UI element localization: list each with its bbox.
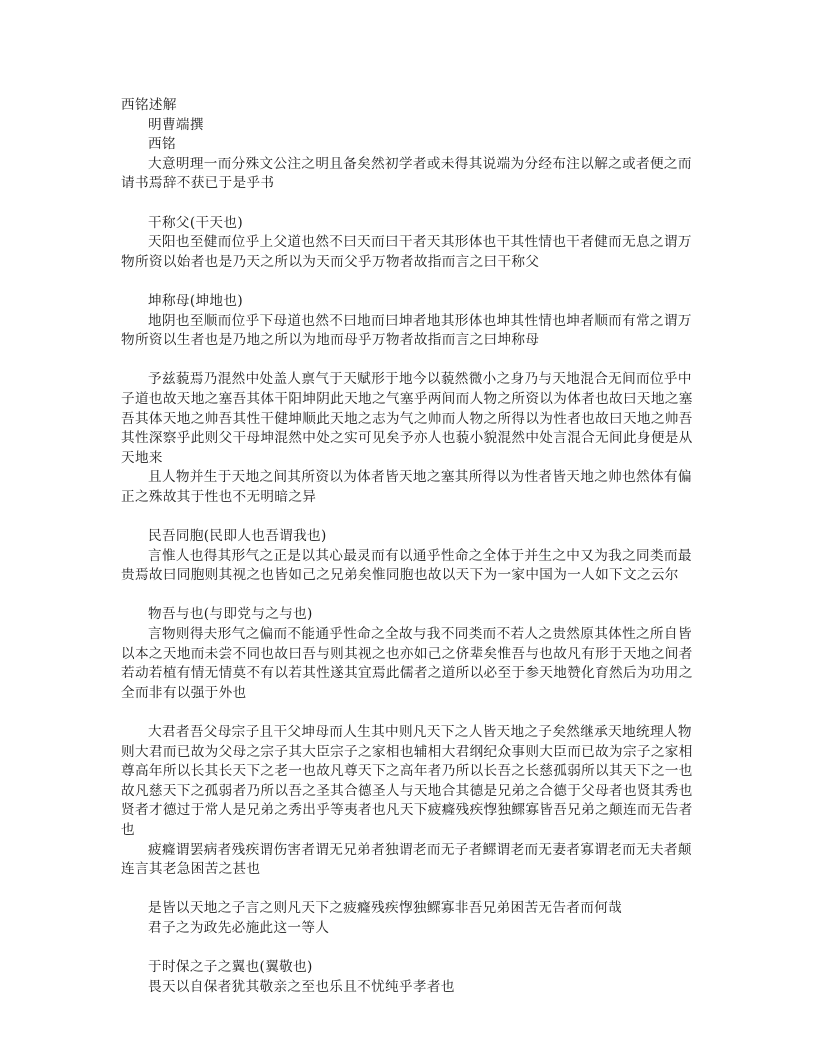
blank-line [121, 507, 696, 527]
verse-heading: 于时保之子之翼也(翼敬也) [148, 959, 313, 976]
blank-line [121, 939, 696, 959]
paragraph: 大君者吾父母宗子且干父坤母而人生其中则凡天下之人皆天地之子矣然继承天地统理人物则大君而已故为父母之宗子其大臣宗子之家相也辅相大君纲纪众事则大臣而已故为宗子之家相尊高年所以长其长天下之老一也故凡尊天下之高年者乃所以长吾之长慈孤弱所以其天下之一也故凡慈天下之孤弱者乃所以吾之圣其合德圣人与天地合其德是兄弟之合德于父母者也贤其秀也贤者才德过于常人是兄弟之秀出乎等夷者也凡天下疲癃残疾惸独鳏寡皆吾兄弟之颠连而无告者也 [121, 724, 693, 838]
paragraph: 言惟人也得其形气之正是以其心最灵而有以通乎性命之全体于并生之中又为我之同类而最贵焉故曰同胞则其视之也皆如己之兄弟矣惟同胞也故以天下为一家中国为一人如下文之云尔 [121, 547, 692, 584]
blank-line [121, 880, 696, 900]
paragraph: 君子之为政先必施此这一等人 [148, 919, 330, 936]
paragraph: 言物则得夫形气之偏而不能通乎性命之全故与我不同类而不若人之贵然原其体性之所自皆以本之天地而未尝不同也故曰吾与则其视之也亦如己之侪辈矣惟吾与也故凡有形于天地之间者若动若植有情无情莫不有以若其性遂其宜焉此儒者之道所以必至于参天地赞化育然后为功用之全而非有以强于外也 [121, 626, 693, 701]
blank-line [121, 586, 696, 606]
document-body [121, 155, 696, 998]
blank-line [121, 703, 696, 723]
paragraph: 地阴也至顺而位乎下母道也然不曰地而曰坤者地其形体也坤其性情也坤者顺而有常之谓万物所资以生者也是乃地之所以为地而母乎万物者故指而言之曰坤称母 [121, 312, 692, 349]
paragraph: 是皆以天地之子言之则凡天下之疲癃残疾惸独鳏寡非吾兄弟困苦无告者而何哉 [148, 900, 623, 917]
blank-line [121, 351, 696, 371]
paragraph: 大意明理一而分殊文公注之明且备矣然初学者或未得其说端为分经布注以解之或者便之而请书焉辞不获已于是乎书 [121, 155, 692, 192]
paragraph: 疲癃谓罢病者残疾谓伤害者谓无兄弟者独谓老而无子者鳏谓老而无妻者寡谓老而无夫者颠连言其老急困苦之甚也 [121, 841, 692, 878]
paragraph: 天阳也至健而位乎上父道也然不曰天而曰干者天其形体也干其性情也干者健而无息之谓万物所资以始者也是乃天之所以为天而父乎万物者故指而言之曰干称父 [121, 234, 692, 270]
author-line: 明曹端撰 [148, 116, 204, 133]
paragraph: 畏天以自保者犹其敬亲之至也乐且不忧纯乎孝者也 [148, 978, 455, 995]
paragraph: 且人物并生于天地之间其所资以为体者皆天地之塞其所得以为性者皆天地之帅也然体有偏正之殊故其于性也不无明暗之异 [121, 469, 692, 505]
verse-heading: 干称父(干天也) [148, 214, 243, 231]
paragraph: 予兹藐焉乃混然中处盖人禀气于天赋形于地今以藐然微小之身乃与天地混合无间而位乎中子道也故天地之塞吾其体干阳坤阴此天地之气塞乎两间而人物之所资以为体者也故曰天地之塞吾其体天地之帅吾其性干健坤顺此天地之志为气之帅而人物之所得以为性者也故曰天地之帅吾其性深察乎此则父干母坤混然中处之实可见矣予亦人也藐小貌混然中处言混合无间此身便是从天地来 [121, 371, 693, 466]
verse-heading: 物吾与也(与即党与之与也) [148, 606, 313, 623]
document-title: 西铭述解 [121, 97, 177, 113]
blank-line [121, 194, 696, 214]
verse-heading: 民吾同胞(民即人也吾谓我也) [148, 528, 327, 545]
blank-line [121, 272, 696, 292]
verse-heading: 坤称母(坤地也) [148, 292, 243, 309]
document-page [121, 96, 696, 997]
section-title: 西铭 [148, 136, 176, 153]
